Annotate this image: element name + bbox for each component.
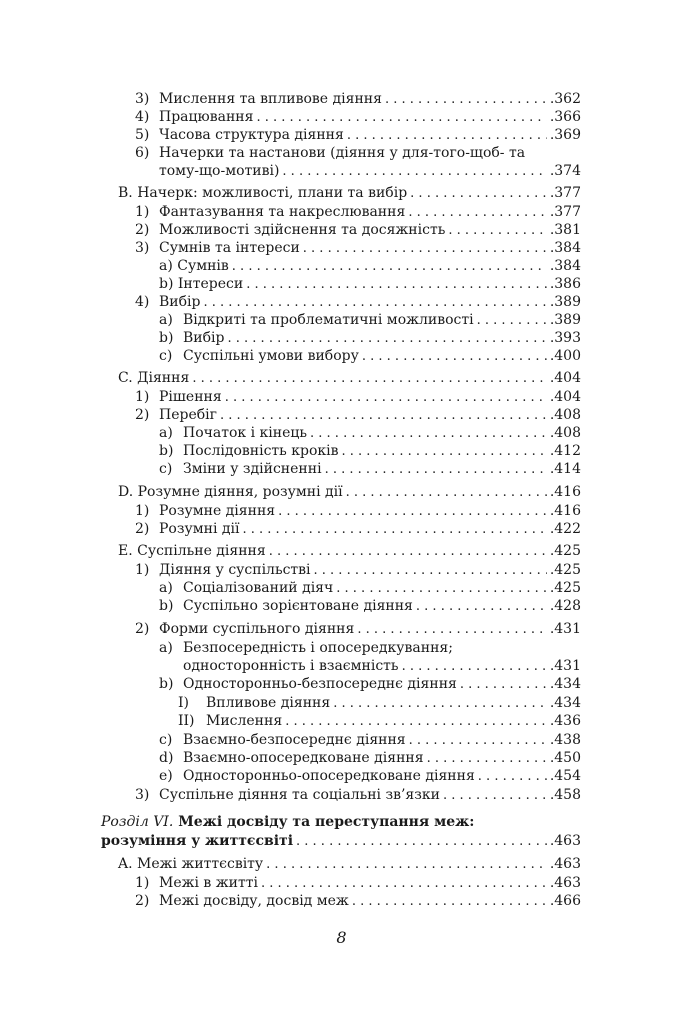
entry-title: Суспільне діяння та соціальні зв’язки	[159, 787, 440, 803]
entry-page: .425	[549, 580, 581, 596]
dot-leader	[427, 750, 547, 768]
entry-page: .434	[549, 676, 581, 692]
entry-title: Суспільно зорієнтоване діяння	[183, 598, 413, 614]
entry-title: Взаємно-опосередковане діяння	[183, 750, 424, 766]
toc-entry	[159, 731, 581, 749]
dot-leader	[220, 407, 547, 425]
entry-page: .386	[549, 276, 581, 292]
entry-number: 3)	[135, 787, 150, 803]
entry-page: .377	[549, 204, 581, 220]
dot-leader	[303, 240, 547, 258]
entry-title: Відкриті та проблематичні можливості	[183, 312, 474, 328]
toc-entry	[135, 786, 581, 804]
toc-entry	[135, 892, 581, 910]
entry-page: .422	[549, 521, 581, 537]
entry-number: 5)	[135, 127, 150, 143]
dot-leader	[285, 713, 547, 731]
entry-title: Форми суспільного діяння	[159, 621, 355, 637]
entry-number: 4)	[135, 109, 150, 125]
toc-section	[118, 542, 581, 560]
entry-page: .408	[549, 425, 581, 441]
entry-number: 3)	[135, 240, 150, 256]
dot-leader	[477, 312, 547, 330]
toc-entry	[159, 579, 581, 597]
dot-leader	[246, 276, 547, 294]
entry-page: .463	[549, 856, 581, 872]
entry-title: Межі досвіду, досвід меж	[159, 893, 349, 909]
entry-title: Початок і кінець	[183, 425, 308, 441]
entry-title: Сумнів та інтереси	[159, 240, 300, 256]
entry-number: c)	[159, 461, 173, 477]
entry-page: .463	[549, 875, 581, 891]
entry-number: a)	[159, 580, 173, 596]
entry-number: b)	[159, 676, 174, 692]
entry-title: Взаємно-безпосереднє діяння	[183, 732, 406, 748]
toc-entry	[135, 126, 581, 144]
entry-page: .408	[549, 407, 581, 423]
entry-title: Соціалізований діяч	[183, 580, 334, 596]
dot-leader	[228, 330, 547, 348]
entry-page: .434	[549, 695, 581, 711]
entry-number: c)	[159, 348, 173, 364]
dot-leader	[408, 204, 547, 222]
entry-number: 2)	[135, 222, 150, 238]
entry-page: .389	[549, 312, 581, 328]
entry-title: Часова структура діяння	[159, 127, 344, 143]
section-title: D. Розумне діяння, розумні дії	[118, 484, 343, 500]
entry-title: Односторонньо-опосередковане діяння	[183, 768, 475, 784]
entry-number: d)	[159, 750, 174, 766]
toc-section	[118, 483, 581, 501]
entry-page: .414	[549, 461, 581, 477]
entry-page: .384	[549, 240, 581, 256]
entry-number: 1)	[135, 503, 150, 519]
dot-leader	[362, 348, 547, 366]
entry-page: .366	[549, 109, 581, 125]
entry-page: .463	[549, 833, 581, 849]
toc-entry	[159, 639, 581, 657]
dot-leader	[342, 443, 547, 461]
entry-title: Послідовність кроків	[183, 443, 339, 459]
entry-page: .369	[549, 127, 581, 143]
entry-number: e)	[159, 768, 173, 784]
toc-entry	[159, 442, 581, 460]
dot-leader	[460, 676, 547, 694]
toc-entry	[135, 502, 581, 520]
dot-leader	[402, 658, 547, 676]
entry-number: 1)	[135, 389, 150, 405]
entry-title: Вибір	[159, 294, 201, 310]
entry-number: 2)	[135, 521, 150, 537]
entry-title: Мислення	[206, 713, 283, 729]
toc-entry	[159, 424, 581, 442]
toc-entry	[135, 144, 581, 162]
toc-entry	[159, 675, 581, 693]
entry-title: Вибір	[183, 330, 225, 346]
entry-page: .404	[549, 389, 581, 405]
toc-entry	[159, 460, 581, 478]
entry-title: Фантазування та накреслювання	[159, 204, 406, 220]
dot-leader	[346, 484, 547, 502]
toc-entry	[159, 162, 581, 180]
toc-entry	[135, 108, 581, 126]
entry-title: односторонність і взаємність	[183, 658, 399, 674]
entry-title: Впливове діяння	[206, 695, 331, 711]
toc-chapter	[101, 813, 581, 831]
entry-title: a) Сумнів	[159, 258, 229, 274]
entry-page: .381	[549, 222, 581, 238]
toc-section	[118, 855, 581, 873]
entry-number: I)	[178, 695, 189, 711]
toc-entry	[135, 620, 581, 638]
dot-leader	[347, 127, 547, 145]
entry-page: .389	[549, 294, 581, 310]
entry-number: a)	[159, 312, 173, 328]
entry-title: Працювання	[159, 109, 254, 125]
entry-number: 3)	[135, 91, 150, 107]
toc-entry	[135, 203, 581, 221]
entry-title: Начерки та настанови (діяння у для-того-щоб- та	[159, 145, 526, 161]
toc-entry	[135, 874, 581, 892]
entry-number: b)	[159, 598, 174, 614]
entry-page: .466	[549, 893, 581, 909]
toc-section	[118, 369, 581, 387]
dot-leader	[296, 833, 547, 851]
entry-page: .425	[549, 562, 581, 578]
section-title: B. Начерк: можливості, плани та вибір	[118, 185, 408, 201]
dot-leader	[325, 461, 547, 479]
dot-leader	[192, 370, 547, 388]
dot-leader	[385, 91, 547, 109]
entry-page: .436	[549, 713, 581, 729]
toc-chapter	[101, 832, 581, 850]
entry-title: b) Інтереси	[159, 276, 244, 292]
section-title: E. Суспільне діяння	[118, 543, 266, 559]
dot-leader	[204, 294, 547, 312]
entry-number: 6)	[135, 145, 150, 161]
toc-entry	[135, 239, 581, 257]
entry-number: b)	[159, 443, 174, 459]
dot-leader	[416, 598, 547, 616]
chapter-title: Межі досвіду та переступання меж:	[178, 814, 475, 830]
dot-leader	[448, 222, 547, 240]
page-number: 8	[336, 928, 347, 947]
entry-number: 1)	[135, 204, 150, 220]
dot-leader	[357, 621, 547, 639]
chapter-label: Розділ VI.	[101, 814, 174, 830]
entry-number: 4)	[135, 294, 150, 310]
section-title: A. Межі життєсвіту	[118, 856, 264, 872]
entry-number: a)	[159, 640, 173, 656]
entry-title: Розумне діяння	[159, 503, 276, 519]
entry-number: 1)	[135, 875, 150, 891]
entry-title: Суспільні умови вибору	[183, 348, 359, 364]
entry-page: .431	[549, 658, 581, 674]
entry-page: .404	[549, 370, 581, 386]
dot-leader	[261, 875, 547, 893]
entry-page: .412	[549, 443, 581, 459]
entry-page: .374	[549, 163, 581, 179]
entry-page: .450	[549, 750, 581, 766]
section-title: C. Діяння	[118, 370, 190, 386]
entry-title: Розумні дії	[159, 521, 240, 537]
dot-leader	[278, 503, 547, 521]
entry-title: Мислення та впливове діяння	[159, 91, 382, 107]
dot-leader	[225, 389, 547, 407]
entry-number: c)	[159, 732, 173, 748]
entry-page: .438	[549, 732, 581, 748]
dot-leader	[443, 787, 547, 805]
toc-entry	[159, 257, 581, 275]
entry-page: .416	[549, 484, 581, 500]
entry-title: Односторонньо-безпосереднє діяння	[183, 676, 457, 692]
entry-title: Перебіг	[159, 407, 217, 423]
entry-page: .384	[549, 258, 581, 274]
toc-entry	[159, 347, 581, 365]
dot-leader	[352, 893, 547, 911]
entry-page: .428	[549, 598, 581, 614]
entry-title: Рішення	[159, 389, 222, 405]
dot-leader	[478, 768, 547, 786]
dot-leader	[232, 258, 547, 276]
entry-title: Діяння у суспільстві	[159, 562, 311, 578]
entry-number: a)	[159, 425, 173, 441]
entry-number: 2)	[135, 621, 150, 637]
dot-leader	[333, 695, 547, 713]
entry-page: .416	[549, 503, 581, 519]
toc-entry	[135, 406, 581, 424]
entry-title: тому-що-мотиві)	[159, 163, 280, 179]
entry-page: .425	[549, 543, 581, 559]
dot-leader	[282, 163, 546, 181]
dot-leader	[409, 732, 547, 750]
toc-entry	[178, 712, 581, 730]
entry-page: .431	[549, 621, 581, 637]
toc-section	[118, 184, 581, 202]
entry-title: Безпосередність і опосередкування;	[183, 640, 453, 656]
entry-title: Межі в житті	[159, 875, 258, 891]
entry-page: .362	[549, 91, 581, 107]
entry-number: b)	[159, 330, 174, 346]
chapter-title: розуміння у життєсвіті	[101, 833, 294, 849]
toc-entry	[159, 329, 581, 347]
entry-page: .458	[549, 787, 581, 803]
dot-leader	[266, 856, 547, 874]
toc-entry	[135, 293, 581, 311]
toc-entry	[159, 597, 581, 615]
toc-entry	[135, 90, 581, 108]
dot-leader	[410, 185, 547, 203]
entry-page: .393	[549, 330, 581, 346]
dot-leader	[256, 109, 546, 127]
entry-number: II)	[178, 713, 195, 729]
entry-page: .454	[549, 768, 581, 784]
dot-leader	[314, 562, 547, 580]
dot-leader	[269, 543, 547, 561]
toc-entry	[178, 694, 581, 712]
toc-entry	[135, 388, 581, 406]
toc-entry	[159, 275, 581, 293]
toc-entry	[159, 749, 581, 767]
entry-page: .377	[549, 185, 581, 201]
toc-entry	[135, 520, 581, 538]
dot-leader	[242, 521, 546, 539]
toc-entry	[135, 561, 581, 579]
dot-leader	[336, 580, 547, 598]
toc-entry	[183, 657, 581, 675]
toc-entry	[135, 221, 581, 239]
entry-number: 2)	[135, 893, 150, 909]
entry-number: 1)	[135, 562, 150, 578]
entry-page: .400	[549, 348, 581, 364]
entry-title: Зміни у здійсненні	[183, 461, 322, 477]
entry-title: Можливості здійснення та досяжність	[159, 222, 446, 238]
dot-leader	[310, 425, 547, 443]
entry-number: 2)	[135, 407, 150, 423]
toc-entry	[159, 767, 581, 785]
toc-entry	[159, 311, 581, 329]
